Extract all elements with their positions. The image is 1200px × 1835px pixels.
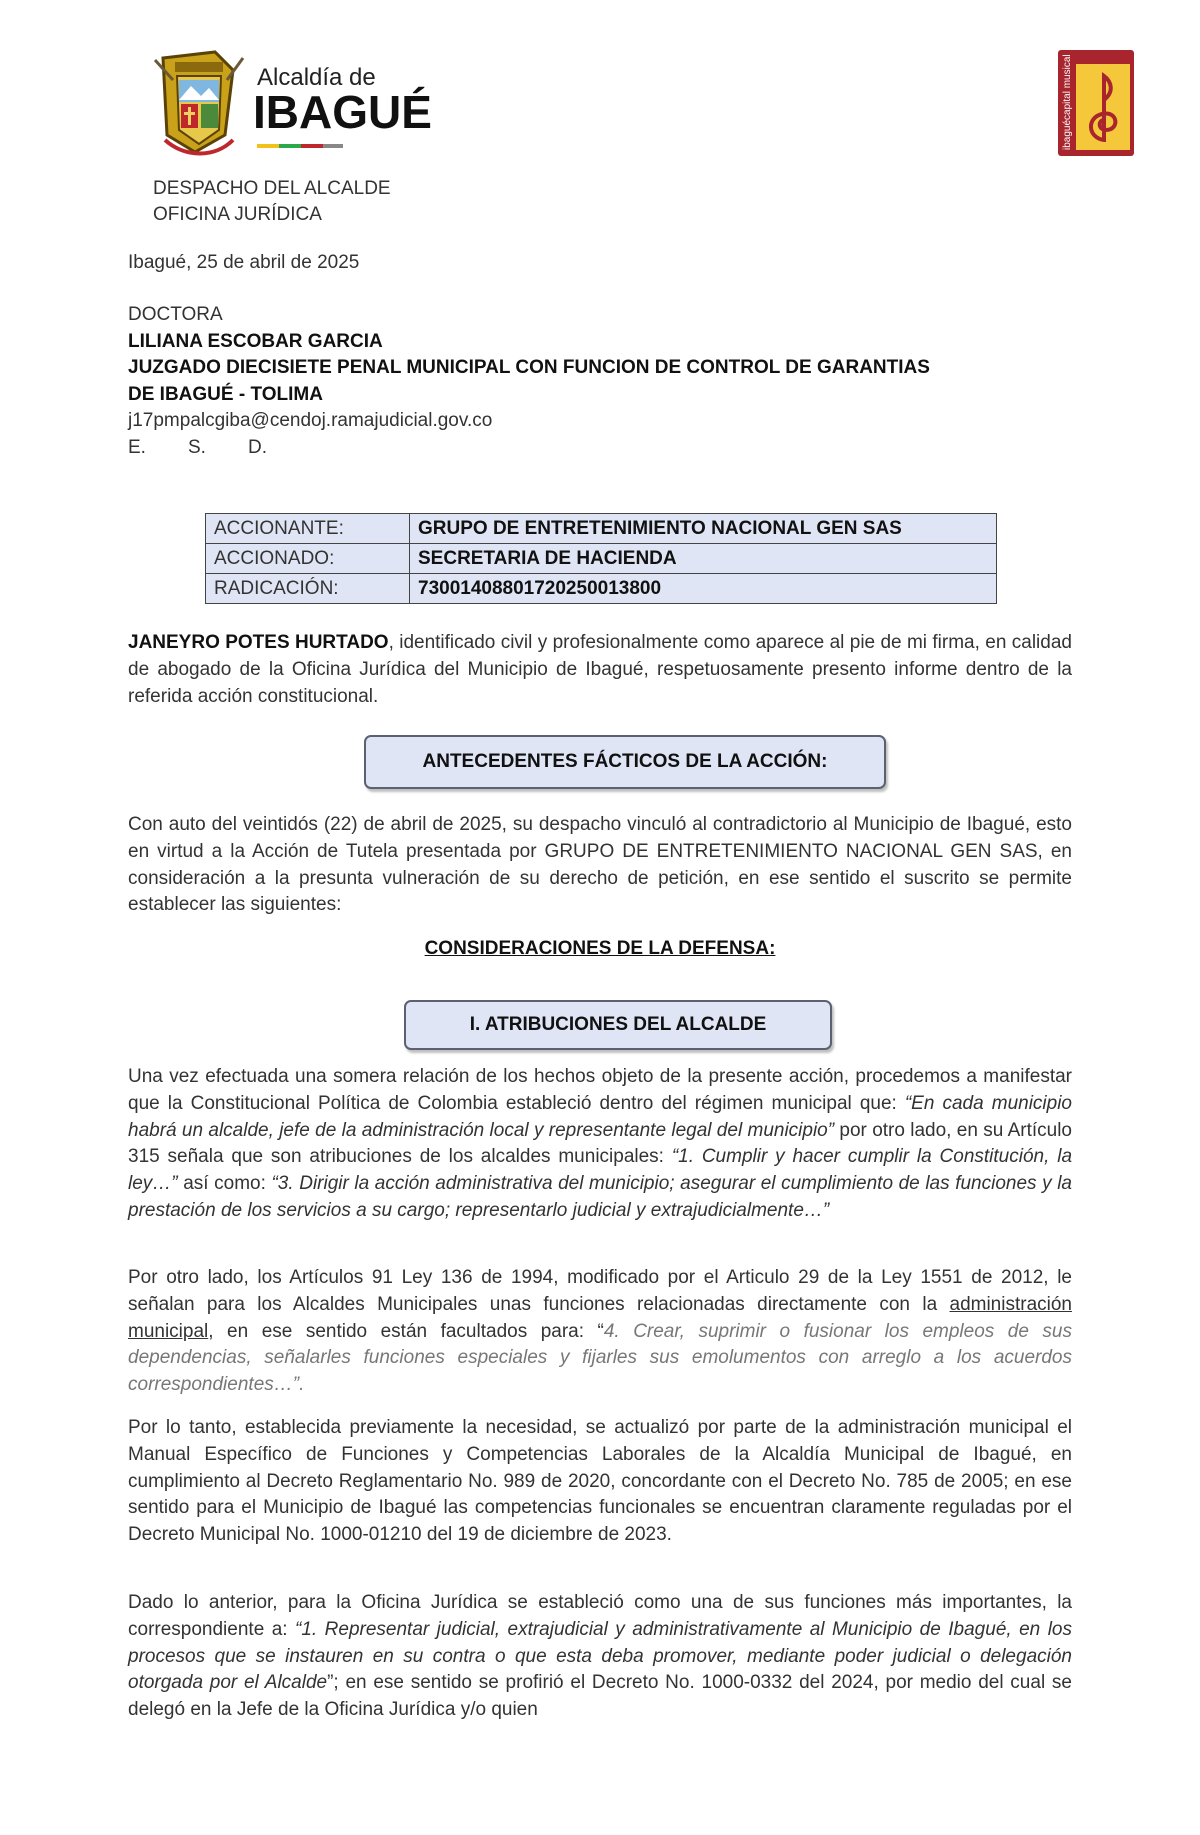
- p1-e: así como:: [177, 1173, 272, 1195]
- antecedentes-paragraph: Con auto del veintidós (22) de abril de 2025, su despacho vinculó al contradictorio al Municipio de Ibagué, esto en virtud a la Acción de Tutela presentada por GRUPO DE ENTRETENIMIENTO NACIONAL GEN SAS, en consideración a la presunta vulneración de su derecho de petición, en ese sentido el suscrito se permite establecer las siguientes:: [128, 814, 1072, 916]
- dept-line-2: OFICINA JURÍDICA: [153, 204, 322, 225]
- section-heading-atribuciones: I. ATRIBUCIONES DEL ALCALDE: [404, 1000, 832, 1050]
- p4-b: “1. Representar judicial, extrajudicial y administrativamente al Municipio de Ibagué, en los procesos que se instauren en su contra o que esta deba promover, mediante poder judicial o delegación otorgada por el Alcalde: [128, 1618, 1072, 1694]
- p2-d: 4. Crear, suprimir o fusionar los empleos de sus dependencias, señalarles funciones especiales y fijarles sus emolumentos con arreglo a los acuerdos correspondientes…”.: [128, 1320, 1072, 1396]
- table-row: [206, 574, 997, 604]
- addressee-block: [128, 302, 1072, 461]
- table-key: ACCIONANTE:: [206, 514, 410, 544]
- p2-b: administración municipal: [128, 1293, 1072, 1342]
- department-header: [153, 176, 391, 228]
- table-row: [206, 544, 997, 574]
- court-line-1: JUZGADO DIECISIETE PENAL MUNICIPAL CON FUNCION DE CONTROL DE GARANTIAS: [128, 357, 930, 378]
- table-row: [206, 514, 997, 544]
- defense-heading: CONSIDERACIONES DE LA DEFENSA:: [424, 938, 776, 959]
- table-value: 73001408801720250013800: [410, 574, 997, 604]
- table-key: ACCIONADO:: [206, 544, 410, 574]
- coat-of-arms-icon: [155, 52, 243, 154]
- section-heading-antecedentes: ANTECEDENTES FÁCTICOS DE LA ACCIÓN:: [364, 735, 886, 789]
- table-value: SECRETARIA DE HACIENDA: [410, 544, 997, 574]
- atribuciones-paragraph-3: Por lo tanto, establecida previamente la necesidad, se actualizó por parte de la administración municipal el Manual Específico de Funciones y Competencias Laborales de la Alcaldía Municipal de Ibagué, en cumplimiento al Decreto Reglamentario No. 989 de 2020, concordante con el Decreto No. 785 de 2005; en ese sentido para el Municipio de Ibagué las competencias funcionales se encuentran claramente reguladas por el Decreto Municipal No. 1000-01210 del 19 de diciembre de 2023.: [128, 1417, 1072, 1546]
- atribuciones-paragraph-2: [128, 1265, 1072, 1399]
- table-key: RADICACIÓN:: [206, 574, 410, 604]
- addressee-title: DOCTORA: [128, 304, 223, 325]
- right-logo-text: ibaguécapital musical: [1062, 54, 1073, 150]
- addressee-email: j17pmpalcgiba@cendoj.ramajudicial.gov.co: [128, 410, 493, 431]
- logo-small-text: Alcaldía de: [257, 64, 376, 91]
- p2-c: , en ese sentido están facultados para: “: [208, 1320, 604, 1342]
- p1-a: Una vez efectuada una somera relación de los hechos objeto de la presente acción, procedemos a manifestar que la Constitucional Política de Colombia estableció dentro del régimen municipal que:: [128, 1066, 1072, 1114]
- case-info-table: [205, 513, 997, 604]
- intro-text: , identificado civil y profesionalmente como aparece al pie de mi firma, en calidad de abogado de la Oficina Jurídica del Municipio de Ibagué, respetuosamente presento informe dentro de la referida acción constitucional.: [128, 632, 1072, 707]
- intro-name: JANEYRO POTES HURTADO: [128, 632, 389, 653]
- esd-d: D.: [248, 436, 267, 458]
- p4-a: Dado lo anterior, para la Oficina Jurídica se estableció como una de sus funciones más importantes, la correspondiente a:: [128, 1592, 1072, 1640]
- p4-c: ”; en ese sentido se profirió el Decreto No. 1000-0332 del 2024, por medio del cual se delegó en la Jefe de la Oficina Jurídica y/o quien: [128, 1672, 1072, 1721]
- addressee-name: LILIANA ESCOBAR GARCIA: [128, 330, 383, 352]
- p2-a: Por otro lado, los Artículos 91 Ley 136 de 1994, modificado por el Articulo 29 de la Ley 1551 de 2012, le señalan para los Alcaldes Municipales unas funciones relacionadas directamente con la: [128, 1267, 1072, 1315]
- alcaldia-ibague-logo: [145, 40, 465, 160]
- capital-musical-logo: [1058, 50, 1134, 156]
- atribuciones-paragraph-4: [128, 1590, 1072, 1724]
- p1-d: “1. Cumplir y hacer cumplir la Constitución, la ley…”: [128, 1146, 1073, 1195]
- intro-paragraph: [128, 630, 1072, 710]
- table-value: GRUPO DE ENTRETENIMIENTO NACIONAL GEN SAS: [410, 514, 997, 544]
- logo-big-text: IBAGUÉ: [253, 86, 432, 138]
- dept-line-1: DESPACHO DEL ALCALDE: [153, 178, 391, 199]
- letter-date: Ibagué, 25 de abril de 2025: [128, 252, 360, 273]
- esd-s: S.: [188, 436, 206, 458]
- court-line-2: DE IBAGUÉ - TOLIMA: [128, 383, 323, 405]
- esd-e: E.: [128, 436, 146, 458]
- atribuciones-paragraph-1: [128, 1064, 1072, 1225]
- p1-b: “En cada municipio habrá un alcalde, jefe de la administración local y representante legal del municipio”: [128, 1092, 1072, 1141]
- esd-line: [128, 435, 1072, 462]
- p1-c: por otro lado, en su Artículo 315 señala que son atribuciones de los alcaldes municipales:: [128, 1119, 1072, 1168]
- p1-f: “3. Dirigir la acción administrativa del municipio; asegurar el cumplimiento de las funciones y la prestación de los servicios a su cargo; representarlo judicial y extrajudicialmente…”: [128, 1173, 1073, 1221]
